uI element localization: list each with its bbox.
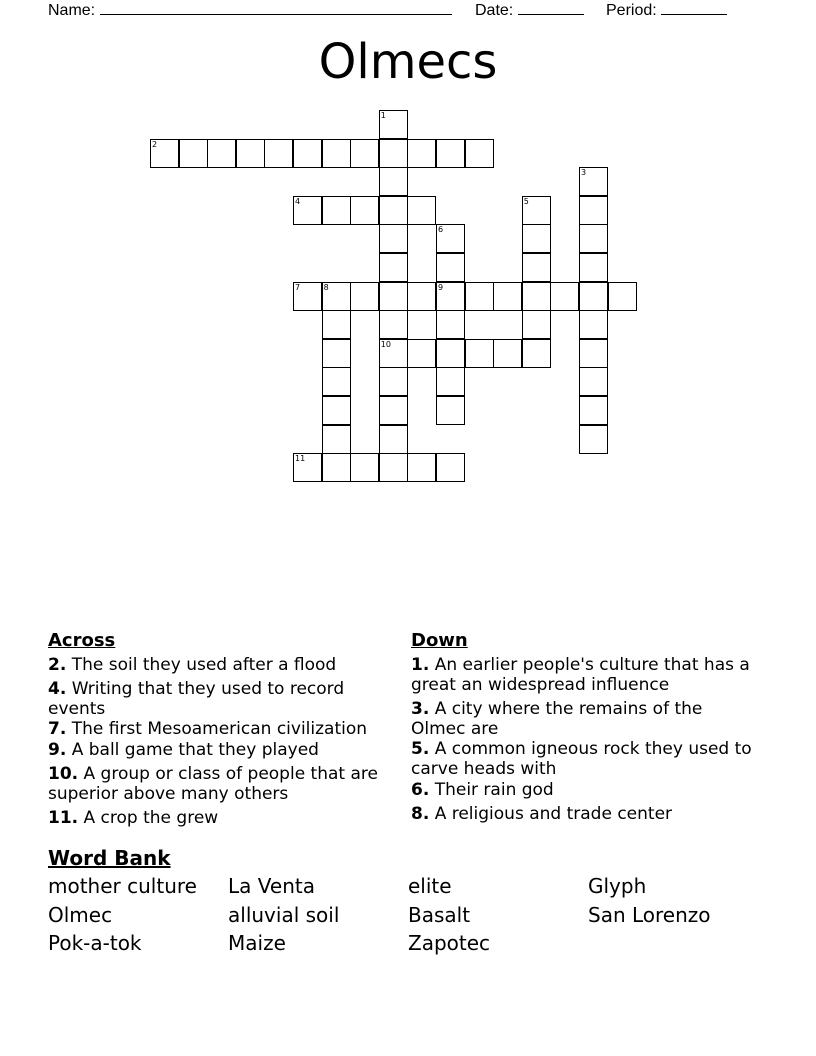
grid-cell[interactable]	[579, 167, 608, 196]
clue-text: A crop the grew	[78, 808, 219, 828]
grid-cell[interactable]	[379, 196, 408, 225]
clue-num: 6.	[411, 780, 430, 800]
down-clue	[411, 804, 759, 824]
grid-cell[interactable]	[350, 139, 379, 168]
grid-cell[interactable]	[579, 396, 608, 425]
clue-text: A group or class of people that are superior above many others	[48, 764, 378, 804]
clue-number: 5	[523, 196, 529, 206]
grid-cell[interactable]	[379, 282, 408, 311]
clue-num: 11.	[48, 808, 79, 828]
grid-cell[interactable]	[522, 282, 551, 311]
grid-cell[interactable]	[407, 196, 436, 225]
clue-num: 9.	[48, 740, 67, 760]
grid-cell[interactable]	[322, 139, 351, 168]
grid-cell[interactable]	[379, 425, 408, 454]
clue-text: A city where the remains of the Olmec are	[411, 699, 703, 739]
grid-cell[interactable]	[436, 224, 465, 253]
down-clue	[411, 780, 759, 800]
grid-cell[interactable]	[379, 253, 408, 282]
grid-cell[interactable]	[436, 310, 465, 339]
grid-cell[interactable]	[322, 453, 351, 482]
word-bank-item: mother culture	[48, 874, 197, 898]
grid-cell[interactable]	[322, 310, 351, 339]
word-bank-item: La Venta	[228, 874, 315, 898]
clue-text: An earlier people's culture that has a great an widespread influence	[411, 655, 750, 695]
grid-cell[interactable]	[579, 196, 608, 225]
grid-cell[interactable]	[379, 453, 408, 482]
grid-cell[interactable]	[522, 224, 551, 253]
clue-num: 3.	[411, 699, 430, 719]
grid-cell[interactable]	[465, 139, 494, 168]
grid-cell[interactable]	[579, 339, 608, 368]
grid-cell[interactable]	[322, 339, 351, 368]
grid-cell[interactable]	[550, 282, 579, 311]
grid-cell[interactable]	[379, 110, 408, 139]
grid-cell[interactable]	[207, 139, 236, 168]
grid-cell[interactable]	[407, 282, 436, 311]
grid-cell[interactable]	[379, 224, 408, 253]
grid-cell[interactable]	[322, 282, 351, 311]
clue-text: The first Mesoamerican civilization	[66, 719, 368, 739]
grid-cell[interactable]	[150, 139, 179, 168]
clue-num: 1.	[411, 655, 430, 675]
clue-num: 4.	[48, 679, 67, 699]
clue-num: 7.	[48, 719, 67, 739]
grid-cell[interactable]	[322, 425, 351, 454]
grid-cell[interactable]	[522, 253, 551, 282]
down-clue	[411, 655, 759, 695]
word-bank-item: Olmec	[48, 903, 113, 927]
down-clue	[411, 739, 759, 779]
word-bank-heading: Word Bank	[48, 846, 171, 870]
grid-cell[interactable]	[522, 339, 551, 368]
clue-number: 10	[380, 339, 391, 349]
word-bank-item: Pok-a-tok	[48, 931, 142, 955]
grid-cell[interactable]	[350, 453, 379, 482]
grid-cell[interactable]	[436, 253, 465, 282]
grid-cell[interactable]	[493, 339, 522, 368]
word-bank-item: Glyph	[588, 874, 647, 898]
clue-num: 10.	[48, 764, 79, 784]
across-heading: Across	[48, 630, 116, 651]
grid-cell[interactable]	[379, 367, 408, 396]
grid-cell[interactable]	[465, 339, 494, 368]
grid-cell[interactable]	[293, 282, 322, 311]
clue-num: 8.	[411, 804, 430, 824]
grid-cell[interactable]	[236, 139, 265, 168]
period-label: Period:	[606, 2, 657, 19]
clue-text: Their rain god	[429, 780, 554, 800]
across-clue	[48, 740, 396, 760]
crossword-grid	[0, 0, 816, 500]
clue-number: 4	[295, 196, 301, 206]
clue-number: 6	[438, 225, 444, 235]
clue-text: A common igneous rock they used to carve heads with	[411, 739, 752, 779]
grid-cell[interactable]	[436, 339, 465, 368]
word-bank-item: Zapotec	[408, 931, 491, 955]
grid-cell[interactable]	[350, 196, 379, 225]
word-bank-item: alluvial soil	[228, 903, 340, 927]
clue-number: 7	[295, 282, 301, 292]
grid-cell[interactable]	[579, 310, 608, 339]
grid-cell[interactable]	[379, 339, 408, 368]
down-clue	[411, 699, 759, 739]
across-clue	[48, 808, 396, 828]
grid-cell[interactable]	[436, 396, 465, 425]
clue-text: The soil they used after a flood	[66, 655, 337, 675]
grid-cell[interactable]	[522, 196, 551, 225]
grid-cell[interactable]	[293, 196, 322, 225]
clue-text: A ball game that they played	[66, 740, 319, 760]
grid-cell[interactable]	[264, 139, 293, 168]
grid-cell[interactable]	[407, 339, 436, 368]
grid-cell[interactable]	[436, 282, 465, 311]
grid-cell[interactable]	[579, 282, 608, 311]
clue-number: 2	[152, 139, 158, 149]
grid-cell[interactable]	[407, 453, 436, 482]
grid-cell[interactable]	[493, 282, 522, 311]
grid-cell[interactable]	[465, 282, 494, 311]
grid-cell[interactable]	[379, 396, 408, 425]
grid-cell[interactable]	[293, 139, 322, 168]
grid-cell[interactable]	[436, 367, 465, 396]
word-bank-item: Basalt	[408, 903, 471, 927]
grid-cell[interactable]	[379, 310, 408, 339]
across-clue	[48, 655, 396, 675]
clue-text: A religious and trade center	[429, 804, 673, 824]
grid-cell[interactable]	[179, 139, 208, 168]
across-clue	[48, 764, 396, 804]
clue-number: 3	[581, 168, 587, 178]
word-bank-item: Maize	[228, 931, 286, 955]
grid-cell[interactable]	[579, 253, 608, 282]
clue-text: Writing that they used to record events	[48, 679, 345, 719]
grid-cell[interactable]	[608, 282, 637, 311]
grid-cell[interactable]	[322, 196, 351, 225]
grid-cell[interactable]	[379, 167, 408, 196]
grid-cell[interactable]	[579, 367, 608, 396]
grid-cell[interactable]	[350, 282, 379, 311]
clue-num: 2.	[48, 655, 67, 675]
page-title: Olmecs	[318, 34, 498, 90]
clue-num: 5.	[411, 739, 430, 759]
grid-cell[interactable]	[436, 453, 465, 482]
clue-number: 11	[295, 454, 306, 464]
grid-cell[interactable]	[436, 139, 465, 168]
grid-cell[interactable]	[407, 139, 436, 168]
grid-cell[interactable]	[379, 139, 408, 168]
grid-cell[interactable]	[322, 367, 351, 396]
grid-cell[interactable]	[322, 396, 351, 425]
grid-cell[interactable]	[293, 453, 322, 482]
across-clue	[48, 719, 396, 739]
grid-cell[interactable]	[522, 310, 551, 339]
clue-number: 8	[323, 282, 329, 292]
grid-cell[interactable]	[579, 224, 608, 253]
clue-number: 9	[438, 282, 444, 292]
date-label: Date:	[475, 2, 514, 19]
grid-cell[interactable]	[579, 425, 608, 454]
across-clue	[48, 679, 396, 719]
word-bank-item: San Lorenzo	[588, 903, 711, 927]
clue-number: 1	[380, 111, 386, 120]
down-heading: Down	[411, 630, 468, 651]
name-label: Name:	[48, 2, 96, 19]
word-bank-item: elite	[408, 874, 452, 898]
